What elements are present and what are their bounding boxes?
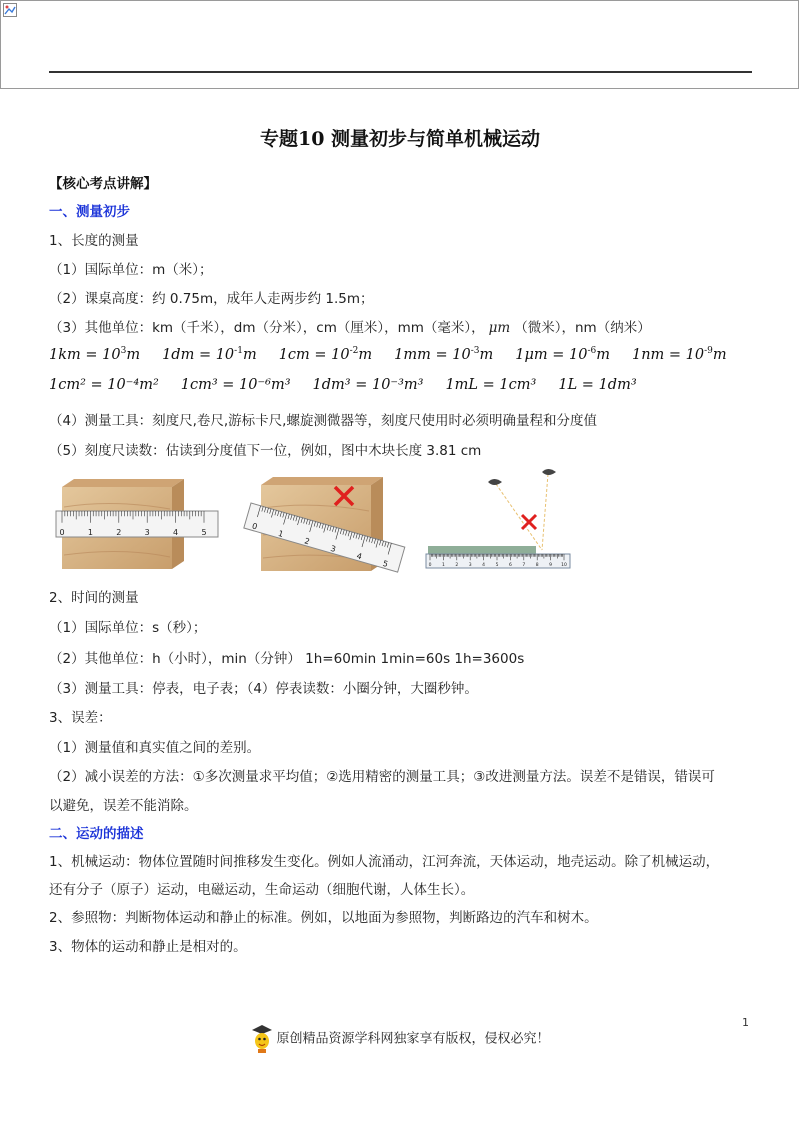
ruler-tick-label: 2 — [116, 528, 122, 537]
ruler-tick-label: 0 — [250, 521, 259, 532]
ruler-tick-label: 0 — [59, 528, 65, 537]
ruler-tick-label: 1 — [87, 528, 93, 537]
text-l1: （1）国际单位：m（米）； — [49, 262, 213, 278]
ruler-tick-label: 7 — [522, 563, 526, 568]
formula-area-volume-5: 1L = 1dm³ — [558, 377, 637, 393]
footer-text: 原创精品资源学科网独家享有版权，侵权必究！ — [276, 1031, 550, 1047]
mascot-icon — [250, 1024, 274, 1054]
ruler-tick-label: 2 — [303, 536, 311, 547]
figure-ruler-correct — [52, 477, 222, 572]
item-length: 1、长度的测量 — [49, 233, 139, 249]
footer — [0, 1024, 800, 1054]
text-l3b: （微米），nm（纳米） — [514, 320, 651, 336]
formula-area-volume-2: 1cm³ = 10⁻⁶m³ — [180, 377, 291, 393]
header-rule — [49, 71, 752, 73]
text-e2b: 以避免，误差不能消除。 — [49, 798, 198, 814]
text-l3-mu: μm — [488, 320, 511, 336]
text-t3: （3）测量工具：停表，电子表；（4）停表读数：小圈分钟，大圈秒钟。 — [49, 681, 478, 697]
text-m1b: 还有分子（原子）运动，电磁运动，生命运动（细胞代谢，人体生长）。 — [49, 882, 475, 898]
ruler-tick-label: 8 — [535, 563, 539, 568]
section-header: 【核心考点讲解】 — [49, 176, 157, 192]
ruler-tick-label: 5 — [495, 563, 499, 568]
page-number: 1 — [742, 1016, 749, 1029]
formula-4: $1mm = 10^{-3}m$ — [394, 346, 494, 363]
figure-reading-angle — [424, 462, 574, 574]
formula-row-2 — [49, 377, 659, 393]
ruler-tick-label: 2 — [455, 563, 459, 568]
ruler-tick-label: 5 — [381, 558, 390, 569]
eye-icon — [488, 479, 502, 485]
ruler-tick-label: 4 — [482, 563, 486, 568]
broken-image-icon — [3, 3, 17, 17]
text-l3a: （3）其他单位：km（千米），dm（分米），cm（厘米），mm（毫米）， — [49, 320, 485, 336]
ruler-tick-label: 1 — [277, 528, 285, 539]
item-error: 3、误差： — [49, 710, 112, 726]
formula-area-volume-3: 1dm³ = 10⁻³m³ — [312, 377, 424, 393]
text-e1: （1）测量值和真实值之间的差别。 — [49, 740, 261, 756]
item-time: 2、时间的测量 — [49, 590, 139, 606]
text-m3: 3、物体的运动和静止是相对的。 — [49, 939, 247, 955]
text-l3 — [49, 316, 651, 336]
text-l5: （5）刻度尺读数：估读到分度值下一位，例如，图中木块长度 3.81 cm — [49, 443, 482, 459]
formula-3: $1cm = 10^{-2}m$ — [278, 346, 373, 363]
formula-6: $1nm = 10^{-9}m$ — [631, 346, 727, 363]
formula-row-1 — [49, 346, 749, 363]
block-top — [62, 479, 184, 487]
ruler-tick-label: 5 — [201, 528, 207, 537]
ruler-tick-label: 10 — [561, 563, 567, 568]
ruler-tick-label: 3 — [329, 543, 337, 554]
header-frame — [0, 0, 799, 89]
ruler-tick-label: 6 — [508, 563, 512, 568]
ruler — [56, 511, 218, 537]
text-l2: （2）课桌高度：约 0.75m，成年人走两步约 1.5m； — [49, 291, 374, 307]
text-t2: （2）其他单位：h（小时），min（分钟） 1h=60min 1min=60s 1h=3600s — [49, 651, 525, 667]
ruler-tick-label: 3 — [468, 563, 472, 568]
text-m2: 2、参照物：判断物体运动和静止的标准。例如，以地面为参照物，判断路边的汽车和树木。 — [49, 910, 598, 926]
green-block — [428, 546, 536, 554]
figure-ruler-tilted — [243, 473, 418, 578]
wrong-mark — [522, 515, 536, 529]
ruler-tick-label: 4 — [173, 528, 179, 537]
ruler-tick-label: 3 — [144, 528, 150, 537]
text-l4: （4）测量工具：刻度尺,卷尺,游标卡尺,螺旋测微器等，刻度尺使用时必须明确量程和分度值 — [49, 413, 597, 429]
page-title: 专题10 测量初步与简单机械运动 — [259, 128, 541, 150]
formula-area-volume-1: 1cm² = 10⁻⁴m² — [49, 377, 159, 393]
section2-title: 二、运动的描述 — [49, 826, 144, 842]
ruler-tick-label: 4 — [355, 551, 363, 562]
formula-5: $1\mu m = 10^{-6}m$ — [515, 346, 610, 363]
formula-area-volume-4: 1mL = 1cm³ — [445, 377, 537, 393]
formula-1: $1km = 10^3m$ — [49, 346, 141, 363]
ruler-tick-label: 9 — [549, 563, 553, 568]
text-t1: （1）国际单位：s（秒）； — [49, 620, 207, 636]
ruler-tick-label: 0 — [428, 563, 432, 568]
section1-title: 一、测量初步 — [49, 204, 130, 220]
eye-icon — [542, 469, 556, 475]
ruler-tick-label: 1 — [441, 563, 445, 568]
text-m1a: 1、机械运动：物体位置随时间推移发生变化。例如人流涌动，江河奔流，天体运动，地壳运动。除了机械运动， — [49, 854, 720, 870]
formula-2: $1dm = 10^{-1}m$ — [162, 346, 257, 363]
text-e2a: （2）减小误差的方法：①多次测量求平均值；②选用精密的测量工具；③改进测量方法。误差不是错误，错误可 — [49, 769, 715, 785]
